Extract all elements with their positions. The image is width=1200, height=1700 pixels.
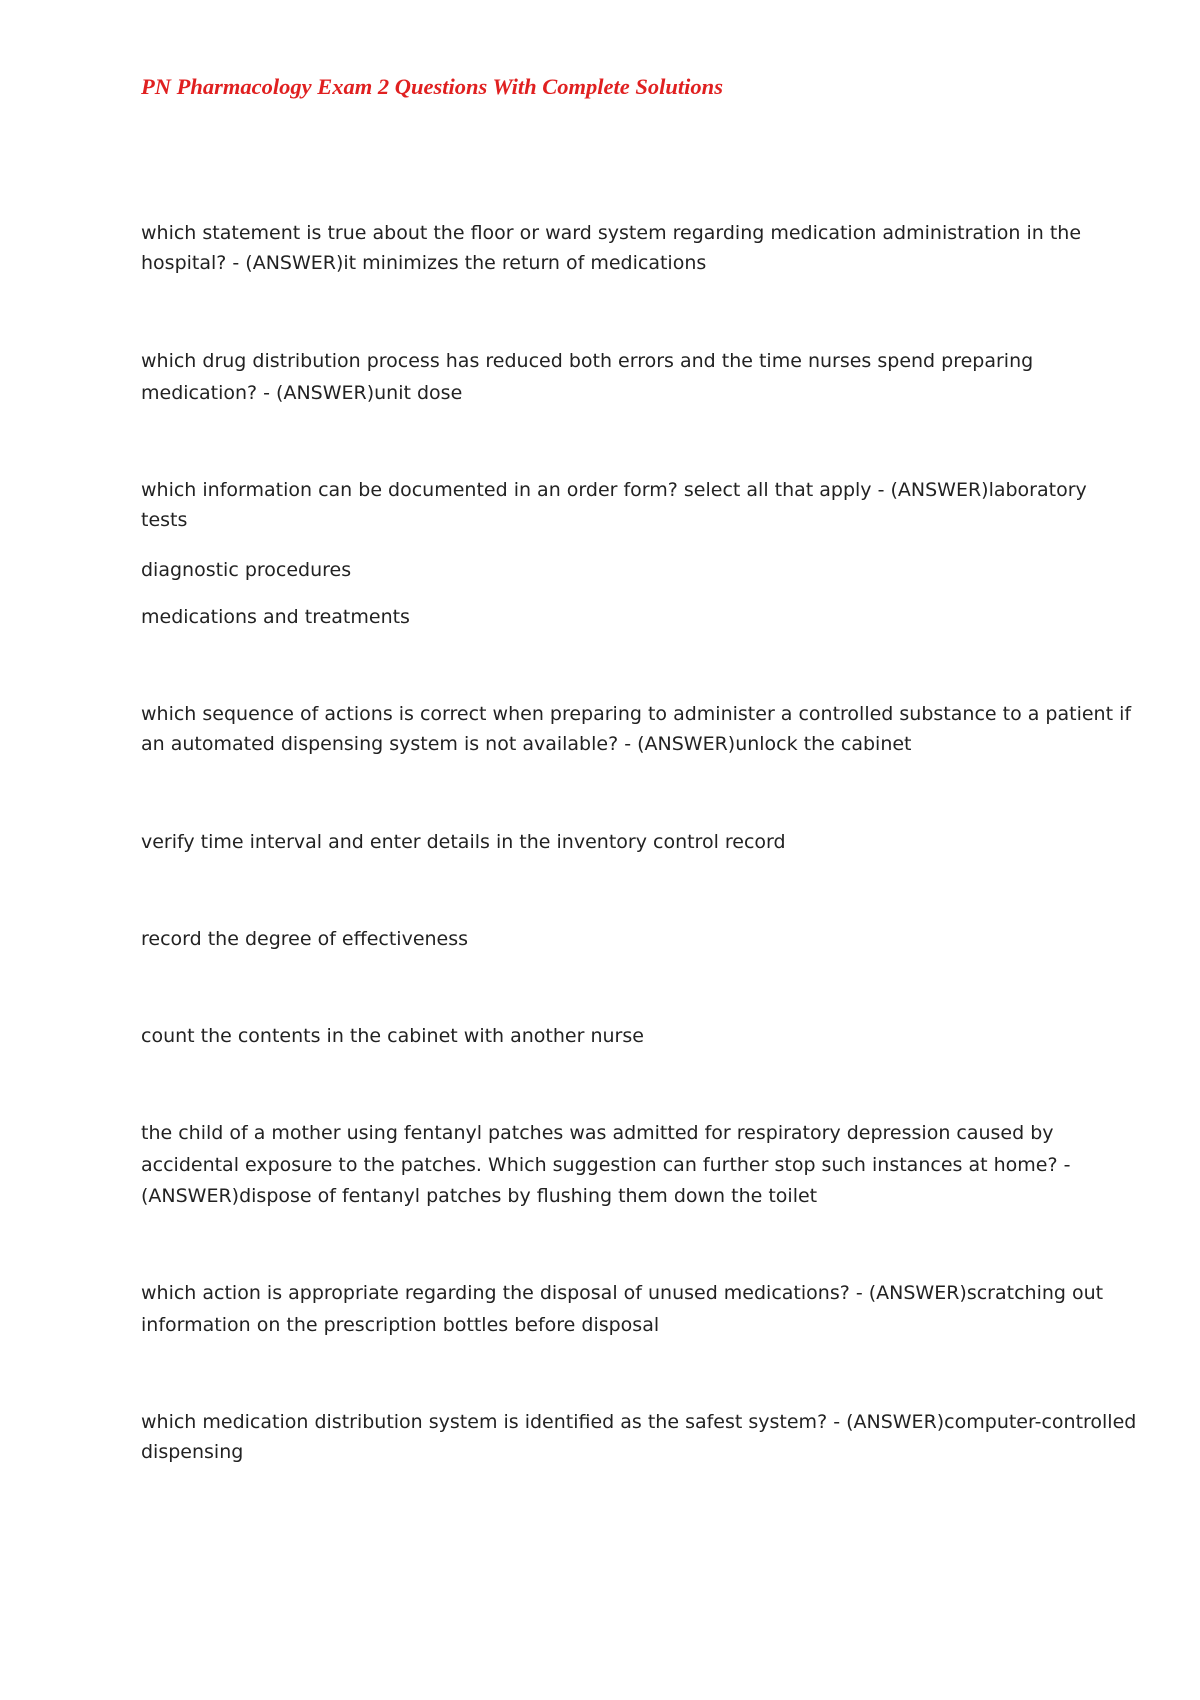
q6-line-1: which action is appropriate regarding the disposal of unused medications? - (ANSWER)scratching out <box>141 1282 1104 1304</box>
q4-line-1: which sequence of actions is correct when preparing to administer a controlled substance to a patient if <box>141 703 1132 725</box>
q5-line-3: (ANSWER)dispose of fentanyl patches by flushing them down the toilet <box>141 1185 818 1207</box>
q3-line-1: which information can be documented in an order form? select all that apply - (ANSWER)laboratory <box>141 479 1087 501</box>
q2-line-1: which drug distribution process has reduced both errors and the time nurses spend preparing <box>141 350 1034 372</box>
q2-line-2: medication? - (ANSWER)unit dose <box>141 382 463 404</box>
q3-answer-2: diagnostic procedures <box>141 559 352 581</box>
q4-answer-4: count the contents in the cabinet with another nurse <box>141 1025 644 1047</box>
q3-answer-3: medications and treatments <box>141 606 410 628</box>
q6-line-2: information on the prescription bottles before disposal <box>141 1314 660 1336</box>
q5-line-2: accidental exposure to the patches. Which suggestion can further stop such instances at home? - <box>141 1154 1071 1176</box>
q5-line-1: the child of a mother using fentanyl patches was admitted for respiratory depression caused by <box>141 1122 1054 1144</box>
q4-answer-2: verify time interval and enter details in the inventory control record <box>141 831 786 853</box>
q3-line-2: tests <box>141 509 188 531</box>
q1-line-1: which statement is true about the floor or ward system regarding medication administration in the <box>141 222 1082 244</box>
q7-line-2: dispensing <box>141 1441 244 1463</box>
q1-line-2: hospital? - (ANSWER)it minimizes the return of medications <box>141 252 707 274</box>
q7-line-1: which medication distribution system is identified as the safest system? - (ANSWER)computer-controlled <box>141 1411 1137 1433</box>
document-title: PN Pharmacology Exam 2 Questions With Complete Solutions <box>141 74 723 99</box>
q4-answer-3: record the degree of effectiveness <box>141 928 469 950</box>
q4-line-2: an automated dispensing system is not available? - (ANSWER)unlock the cabinet <box>141 733 912 755</box>
